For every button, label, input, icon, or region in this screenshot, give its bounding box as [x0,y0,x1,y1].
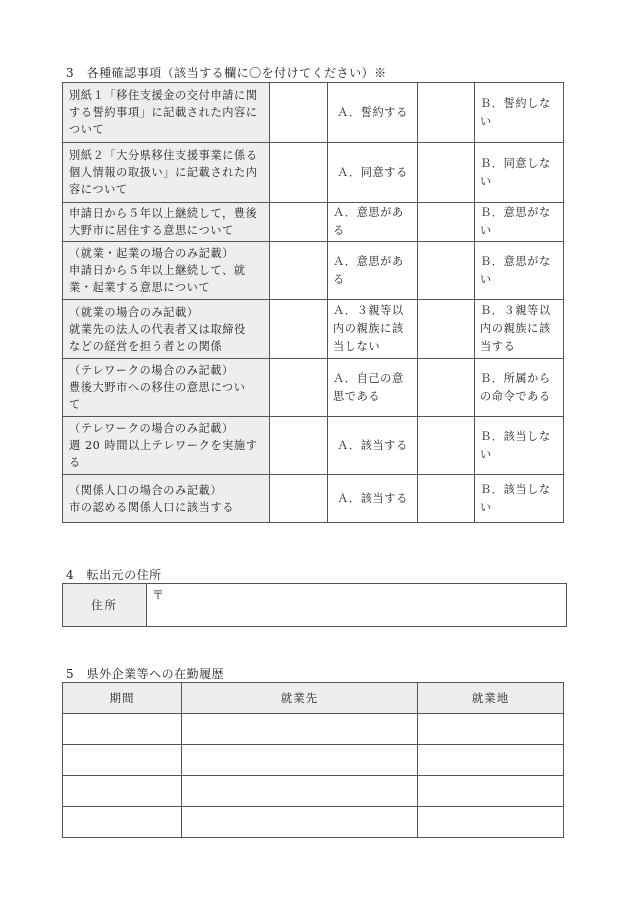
option-b-text-line: Ｂ．意思がな [480,206,551,219]
period-field[interactable] [63,807,182,838]
option-b-label [475,203,564,242]
option-b-text-line: Ｂ．該当しな [480,429,551,443]
question-text-line: 業・起業する意思について [69,281,211,294]
confirmation-row [63,203,564,242]
postal-mark: 〒 [152,588,165,602]
employment-history-row [63,776,564,807]
option-a-text-line: Ａ．３親等以 [333,304,404,317]
option-b-text-line: い [480,500,492,514]
option-b-check-cell[interactable] [418,417,475,475]
option-b-check-cell[interactable] [418,83,475,143]
option-a-text-line: Ａ．誓約する [337,105,408,119]
option-b-text-line: 内の親族に該 [480,322,551,335]
option-a-check-cell[interactable] [270,242,328,300]
period-field[interactable] [63,745,182,776]
option-b-check-cell[interactable] [418,359,475,417]
question-text-line: 申請日から５年以上継続して，豊後 [69,207,258,220]
confirmation-row [63,242,564,300]
option-b-label [475,475,564,523]
option-b-label [475,359,564,417]
confirmation-row [63,83,564,143]
employment-history-row [63,807,564,838]
option-a-text-line: 内の親族に該 [333,322,404,335]
option-a-check-cell[interactable] [270,300,328,359]
option-b-text-line: い [480,114,492,128]
option-b-text-line: Ｂ．３親等以 [480,304,551,317]
question-text-line: 個人情報の取扱い」に記載された内 [69,166,258,179]
option-a-label [328,143,418,203]
period-field[interactable] [63,714,182,745]
column-header-period: 期間 [63,683,182,714]
option-b-text-line: Ｂ．所属から [480,371,551,385]
work-location-field[interactable] [418,776,564,807]
question-cell [63,203,270,242]
address-field[interactable] [147,584,567,627]
option-b-text-line: 当する [480,340,516,353]
question-text-line: る [69,456,81,469]
option-b-text-line: Ｂ．同意しな [480,156,551,170]
option-a-label [328,475,418,523]
option-a-check-cell[interactable] [270,143,328,203]
question-text-line: 別紙２「大分県移住支援事業に係る [69,149,258,162]
option-b-check-cell[interactable] [418,203,475,242]
confirmation-row [63,417,564,475]
work-location-field[interactable] [418,714,564,745]
question-cell [63,475,270,523]
question-cell [63,359,270,417]
option-a-text-line: 当しない [333,340,381,353]
question-text-line: 週 20 時間以上テレワークを実施す [69,439,258,452]
option-a-check-cell[interactable] [270,203,328,242]
question-text-line: 容について [69,183,128,196]
question-cell [63,417,270,475]
column-header-employer: 就業先 [182,683,418,714]
option-a-text-line: Ａ．該当する [337,438,408,452]
option-a-label [328,417,418,475]
employment-history-table [62,682,564,838]
option-b-check-cell[interactable] [418,300,475,359]
question-text-line: ついて [69,123,105,136]
confirmation-row [63,300,564,359]
section-4-heading: 4 転出元の住所 [66,568,162,582]
option-b-label [475,417,564,475]
confirmation-row [63,475,564,523]
work-location-field[interactable] [418,807,564,838]
employment-history-row [63,714,564,745]
question-text-line: 大野市に居住する意思について [69,224,234,237]
question-text-line: （就業・起業の場合のみ記載） [69,247,235,260]
option-a-label [328,242,418,300]
option-a-check-cell[interactable] [270,417,328,475]
question-text-line: 豊後大野市への移住の意思につい [69,381,246,394]
option-a-text-line: る [333,224,345,237]
question-text-line: 別紙１「移住支援金の交付申請に関 [69,89,258,102]
question-text-line: 就業先の法人の代表者又は取締役 [69,322,246,336]
confirmation-row [63,359,564,417]
option-b-text-line: の命令である [480,389,551,403]
question-text-line: 市の認める関係人口に該当する [69,500,235,514]
option-b-check-cell[interactable] [418,143,475,203]
work-location-field[interactable] [418,745,564,776]
option-a-text-line: Ａ．意思があ [333,254,404,268]
address-label: 住所 [63,584,147,627]
question-text-line: （就業の場合のみ記載） [69,305,199,319]
option-b-check-cell[interactable] [418,475,475,523]
question-text-line: て [69,398,81,411]
option-b-label [475,83,564,143]
option-a-check-cell[interactable] [270,475,328,523]
option-a-label [328,203,418,242]
option-b-text-line: Ｂ．該当しな [480,482,551,496]
confirmation-table [62,82,564,523]
origin-address-table [62,583,567,627]
confirmation-row [63,143,564,203]
option-a-text-line: Ａ．意思があ [333,206,404,219]
option-a-label [328,300,418,359]
employer-field[interactable] [182,714,418,745]
question-text-line: （テレワークの場合のみ記載） [69,422,234,435]
option-a-text-line: Ａ．同意する [337,165,408,179]
employment-history-row [63,745,564,776]
option-b-label [475,300,564,359]
option-b-text-line: い [480,224,492,237]
question-text-line: する誓約事項」に記載された内容に [69,106,258,119]
option-a-text-line: 思である [333,389,381,403]
section-3-heading: 3 各種確認事項（該当する欄に〇を付けてください）※ [66,66,387,80]
option-a-check-cell[interactable] [270,359,328,417]
option-a-text-line: Ａ．該当する [337,491,408,505]
question-text-line: などの経営を担う者との関係 [69,339,223,353]
question-text-line: （テレワークの場合のみ記載） [69,364,234,377]
option-b-text-line: Ｂ．誓約しな [480,96,551,110]
option-b-check-cell[interactable] [418,242,475,300]
option-b-text-line: い [480,447,492,461]
section-5-heading: 5 県外企業等への在勤履歴 [66,667,225,681]
option-a-text-line: る [333,272,345,286]
question-cell [63,143,270,203]
column-header-work-location: 就業地 [418,683,564,714]
option-a-label [328,83,418,143]
employer-field[interactable] [182,807,418,838]
question-text-line: （関係人口の場合のみ記載） [69,483,223,497]
option-b-label [475,242,564,300]
question-text-line: 申請日から５年以上継続して、就 [69,264,246,277]
employer-field[interactable] [182,776,418,807]
question-cell [63,83,270,143]
option-b-label [475,143,564,203]
option-a-check-cell[interactable] [270,83,328,143]
period-field[interactable] [63,776,182,807]
employer-field[interactable] [182,745,418,776]
option-b-text-line: Ｂ．意思がな [480,254,551,268]
question-cell [63,242,270,300]
option-a-label [328,359,418,417]
option-b-text-line: い [480,272,492,286]
option-a-text-line: Ａ．自己の意 [333,371,404,385]
question-cell [63,300,270,359]
option-b-text-line: い [480,174,492,188]
